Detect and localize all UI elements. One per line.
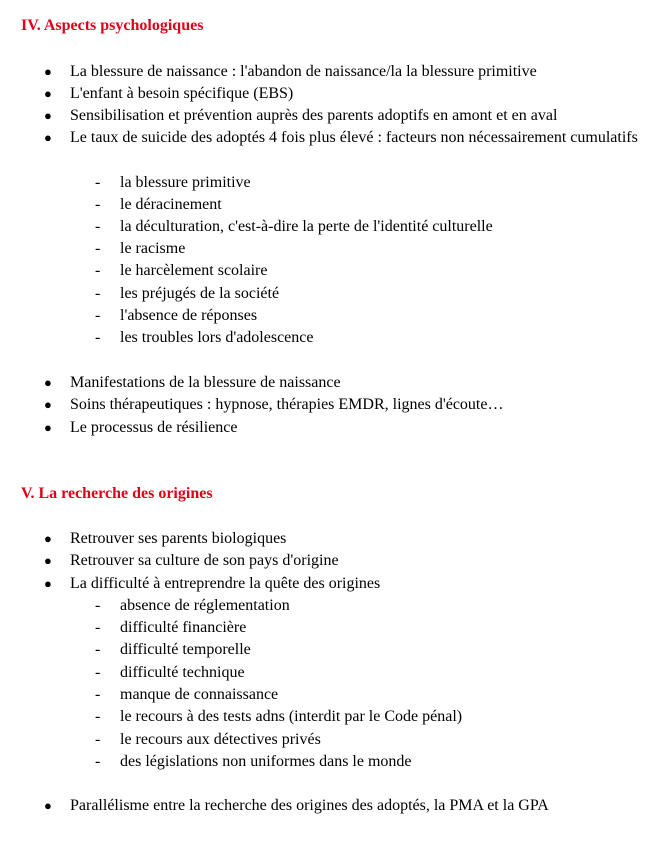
sub-list-item-text: des législations non uniformes dans le monde (120, 753, 412, 770)
list-item-text: Soins thérapeutiques : hypnose, thérapies EMDR, lignes d'écoute… (70, 396, 504, 413)
dash-icon: - (95, 686, 101, 703)
list-item-text: Retrouver ses parents biologiques (70, 530, 287, 547)
dash-icon: - (95, 307, 101, 324)
sub-list-item-text: difficulté temporelle (120, 641, 251, 658)
bullet-icon: ● (44, 130, 52, 145)
dash-icon: - (95, 262, 101, 279)
list-item-text: Sensibilisation et prévention auprès des parents adoptifs en amont et en aval (70, 107, 558, 124)
sub-list-item-text: le recours à des tests adns (interdit par le Code pénal) (120, 708, 463, 725)
bullet-icon: ● (44, 86, 52, 101)
sub-list-item-text: absence de réglementation (120, 597, 290, 614)
list-item-text: Retrouver sa culture de son pays d'origine (70, 552, 339, 569)
sub-list-item-text: le harcèlement scolaire (120, 262, 268, 279)
bullet-icon: ● (44, 420, 52, 435)
bullet-icon: ● (44, 553, 52, 568)
bullet-icon: ● (44, 64, 52, 79)
sub-list-item-text: la blessure primitive (120, 174, 251, 191)
sub-list-item-text: le déracinement (120, 196, 222, 213)
section-heading-aspects-psychologiques: IV. Aspects psychologiques (21, 17, 204, 34)
sub-list-item-text: le racisme (120, 240, 186, 257)
bullet-icon: ● (44, 576, 52, 591)
bullet-icon: ● (44, 397, 52, 412)
dash-icon: - (95, 641, 101, 658)
dash-icon: - (95, 240, 101, 257)
list-item-text: L'enfant à besoin spécifique (EBS) (70, 85, 294, 102)
bullet-icon: ● (44, 375, 52, 390)
dash-icon: - (95, 285, 101, 302)
bullet-icon: ● (44, 531, 52, 546)
sub-list-item-text: la déculturation, c'est-à-dire la perte de l'identité culturelle (120, 218, 493, 235)
dash-icon: - (95, 196, 101, 213)
section-heading-recherche-origines: V. La recherche des origines (21, 485, 213, 502)
dash-icon: - (95, 174, 101, 191)
dash-icon: - (95, 597, 101, 614)
sub-list-item-text: difficulté financière (120, 619, 247, 636)
bullet-icon: ● (44, 798, 52, 813)
list-item-text: Manifestations de la blessure de naissance (70, 374, 341, 391)
sub-list-item-text: les troubles lors d'adolescence (120, 329, 314, 346)
dash-icon: - (95, 619, 101, 636)
sub-list-item-text: les préjugés de la société (120, 285, 280, 302)
sub-list-item-text: difficulté technique (120, 664, 245, 681)
sub-list-item-text: manque de connaissance (120, 686, 279, 703)
sub-list-item-text: l'absence de réponses (120, 307, 258, 324)
dash-icon: - (95, 218, 101, 235)
dash-icon: - (95, 731, 101, 748)
dash-icon: - (95, 329, 101, 346)
dash-icon: - (95, 753, 101, 770)
sub-list-item-text: le recours aux détectives privés (120, 731, 321, 748)
dash-icon: - (95, 708, 101, 725)
bullet-icon: ● (44, 108, 52, 123)
dash-icon: - (95, 664, 101, 681)
list-item-text: Parallélisme entre la recherche des origines des adoptés, la PMA et la GPA (70, 797, 549, 814)
list-item-text: La blessure de naissance : l'abandon de naissance/la la blessure primitive (70, 63, 537, 80)
list-item-text: Le taux de suicide des adoptés 4 fois plus élevé : facteurs non nécessairement cumulatifs (70, 129, 638, 146)
list-item-text: Le processus de résilience (70, 419, 238, 436)
list-item-text: La difficulté à entreprendre la quête des origines (70, 575, 381, 592)
